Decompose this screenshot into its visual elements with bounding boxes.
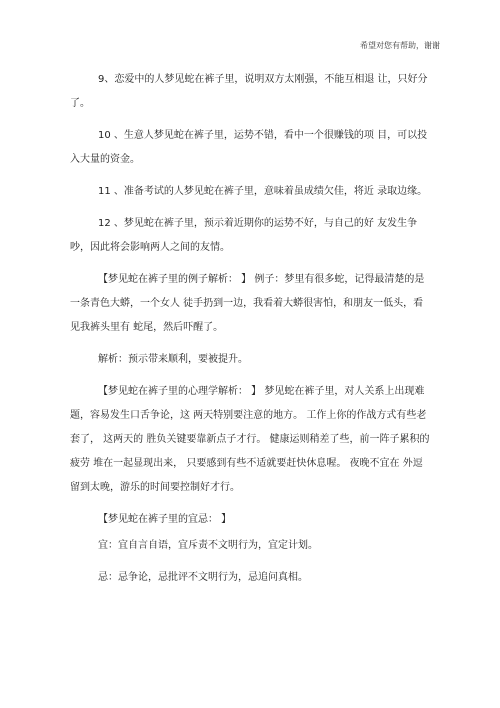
paragraph-item-11: 11 、准备考试的人梦见蛇在裤子里，意味着虽成绩欠佳，将近 录取边缘。	[98, 186, 428, 197]
psychology-analysis-paragraph: 【梦见蛇在裤子里的心理学解析： 】 梦见蛇在裤子里，对人关系上出现难题，容易发生口舌争论，这 两天特别要注意的地方。 工作上你的作战方式有些老套了， 这两天的 胜负关键要靠新点子才行。 健康运则稍差了些，前一阵子累积的疲劳 堆在一起显现出来， 只要感到有些不适就要赶快休息喔。 夜晚不宜在 外逗留到太晚，游乐的时间要控制好才行。	[70, 386, 430, 493]
paragraph-item-12: 12 、梦见蛇在裤子里，预示着近期你的运势不好，与自己的好 友发生争吵，因此将会影响两人之间的友情。	[70, 218, 418, 253]
dos-paragraph: 宜：宜自言自语，宜斥责不文明行为，宜定计划。	[98, 540, 318, 551]
paragraph-item-10: 10 、生意人梦见蛇在裤子里，运势不错，看中一个很赚钱的项 目，可以投入大量的资金。	[70, 130, 428, 165]
analysis-paragraph: 解析：预示带来顺利，要被提升。	[98, 354, 248, 365]
dos-donts-heading: 【梦见蛇在裤子里的宜忌： 】	[98, 514, 232, 525]
document-body	[70, 68, 432, 598]
example-analysis-paragraph: 【梦见蛇在裤子里的例子解析： 】 例子：梦里有很多蛇，记得最清楚的是一条青色大蟒，一个女人 徒手扔到一边，我看着大蟒很害怕，和朋友一低头，看见我裤头里有 蛇尾，然后吓醒了。	[70, 274, 425, 333]
page-header: 希望对您有帮助，谢谢	[360, 41, 440, 50]
donts-paragraph: 忌：忌争论，忌批评不文明行为，忌追问真相。	[98, 572, 308, 583]
paragraph-item-9: 9、恋爱中的人梦见蛇在裤子里，说明双方太刚强，不能互相退 让，只好分了。	[70, 74, 428, 109]
